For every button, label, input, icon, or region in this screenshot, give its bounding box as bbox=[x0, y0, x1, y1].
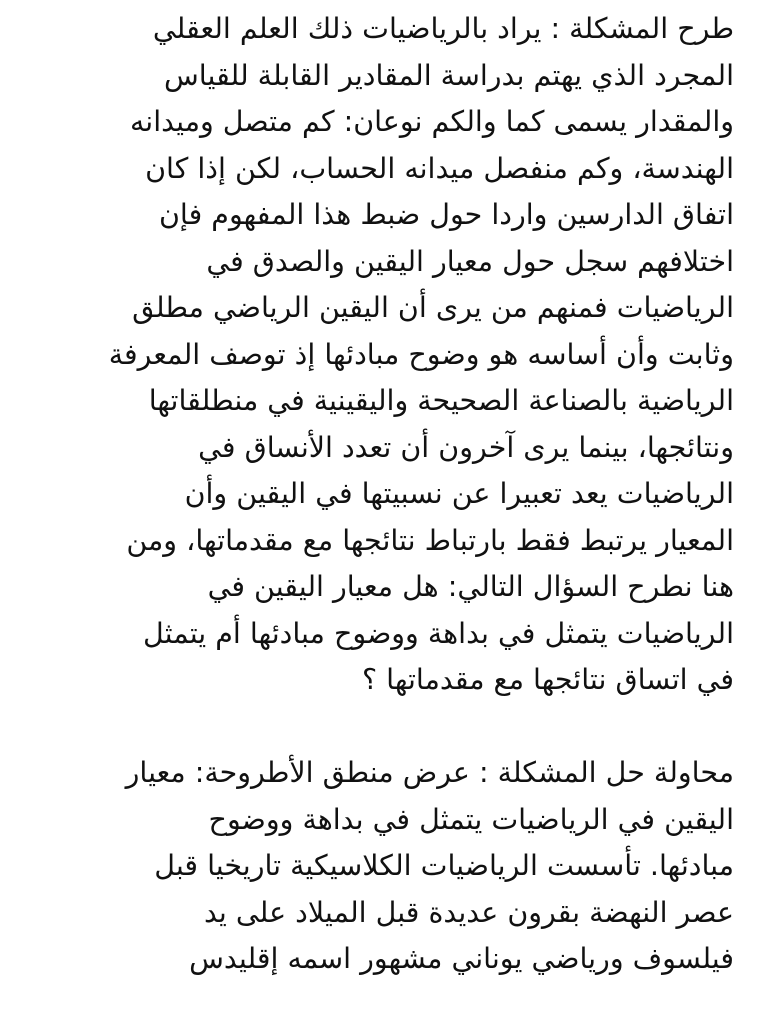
paragraph-solution-attempt bbox=[30, 750, 734, 983]
text-line: ونتائجها، بينما يرى آخرون أن تعدد الأنساق في bbox=[198, 430, 734, 464]
text-line: محاولة حل المشكلة : عرض منطق الأطروحة: معيار bbox=[125, 756, 734, 789]
text-line: الرياضية بالصناعة الصحيحة واليقينية في منطلقاتها bbox=[148, 384, 734, 417]
text-line: المعيار يرتبط فقط بارتباط نتائجها مع مقدماتها، ومن bbox=[126, 523, 734, 557]
text-line: الرياضيات يتمثل في بداهة ووضوح مبادئها أم يتمثل bbox=[143, 616, 734, 650]
text-line: فيلسوف ورياضي يوناني مشهور اسمه إقليدس bbox=[189, 942, 734, 975]
text-line: اتفاق الدارسين واردا حول ضبط هذا المفهوم فإن bbox=[159, 198, 734, 231]
text-line: الهندسة، وكم منفصل ميدانه الحساب، لكن إذا كان bbox=[145, 151, 734, 185]
text-line: الرياضيات يعد تعبيرا عن نسبيتها في اليقين وأن bbox=[184, 477, 734, 510]
text-line: اليقين في الرياضيات يتمثل في بداهة ووضوح bbox=[208, 802, 734, 836]
text-line: مبادئها. تأسست الرياضيات الكلاسيكية تاريخيا قبل bbox=[154, 849, 734, 882]
text-line: والمقدار يسمى كما والكم نوعان: كم متصل وميدانه bbox=[130, 105, 734, 138]
text-line: عصر النهضة بقرون عديدة قبل الميلاد على يد bbox=[203, 895, 734, 929]
paragraph-gap bbox=[30, 704, 734, 751]
text-line: في اتساق نتائجها مع مقدماتها ؟ bbox=[361, 663, 734, 696]
text-line: المجرد الذي يهتم بدراسة المقادير القابلة للقياس bbox=[164, 58, 734, 92]
paragraph-problem-statement bbox=[30, 6, 734, 704]
text-line: هنا نطرح السؤال التالي: هل معيار اليقين في bbox=[207, 570, 734, 603]
text-line: اختلافهم سجل حول معيار اليقين والصدق في bbox=[206, 244, 734, 278]
text-line: الرياضيات فمنهم من يرى أن اليقين الرياضي مطلق bbox=[132, 291, 734, 324]
text-line: طرح المشكلة : يراد بالرياضيات ذلك العلم العقلي bbox=[152, 12, 734, 45]
text-line: وثابت وأن أساسه هو وضوح مبادئها إذ توصف المعرفة bbox=[108, 337, 734, 371]
